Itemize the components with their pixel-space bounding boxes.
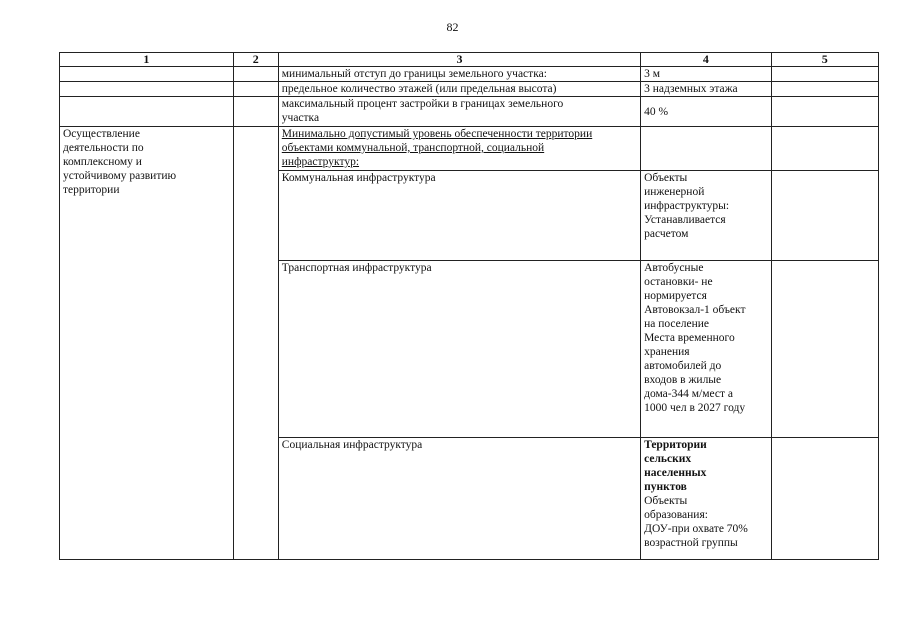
communal-infrastructure-value: Объекты инженерной инфраструктуры: Устанавливается расчетом [641,171,771,261]
table-row [60,67,879,82]
cell-empty [771,82,878,97]
header-col-1: 1 [60,53,234,67]
page-number: 82 [446,20,459,34]
table-row [60,127,879,171]
header-col-2: 2 [233,53,278,67]
regulations-table [59,52,879,560]
cell-empty [233,97,278,127]
header-col-5: 5 [771,53,878,67]
header-row [60,53,879,67]
communal-infrastructure-label: Коммунальная инфраструктура [278,171,640,261]
cell-empty [233,67,278,82]
cell-empty [771,97,878,127]
social-infrastructure-value [641,438,771,560]
value-max-floors: 3 надземных этажа [641,82,771,97]
table-row [60,82,879,97]
infrastructure-heading: Минимально допустимый уровень обеспеченности территории объектами коммунальной, транспортной, социальной инфраструктур: [278,127,640,171]
cell-empty [233,82,278,97]
cell-empty [771,67,878,82]
value-max-coverage: 40 % [641,97,771,127]
education-facilities-text: Объекты образования: ДОУ-при охвате 70% возрастной группы [644,495,748,549]
header-col-4: 4 [641,53,771,67]
cell-empty [771,261,878,438]
cell-empty [771,438,878,560]
param-min-setback: минимальный отступ до границы земельного участка: [278,67,640,82]
land-use-type: Осуществление деятельности по комплексному и устойчивому развитию территории [60,127,234,560]
cell-empty [60,82,234,97]
cell-empty [233,127,278,560]
cell-empty [771,127,878,171]
rural-settlements-heading: Территории сельских населенных пунктов [644,439,707,493]
transport-infrastructure-label: Транспортная инфраструктура [278,261,640,438]
social-infrastructure-label: Социальная инфраструктура [278,438,640,560]
param-max-floors: предельное количество этажей (или предельная высота) [278,82,640,97]
transport-infrastructure-value: Автобусные остановки- не нормируется Автовокзал-1 объект на поселение Места временного хранения автомобилей до входов в жилые дома-344 м/мест а 1000 чел в 2027 году [641,261,771,438]
cell-empty [641,127,771,171]
cell-empty [60,67,234,82]
table-row [60,97,879,127]
cell-empty [60,97,234,127]
header-col-3: 3 [278,53,640,67]
param-max-coverage: максимальный процент застройки в границах земельного участка [278,97,640,127]
cell-empty [771,171,878,261]
value-min-setback: 3 м [641,67,771,82]
